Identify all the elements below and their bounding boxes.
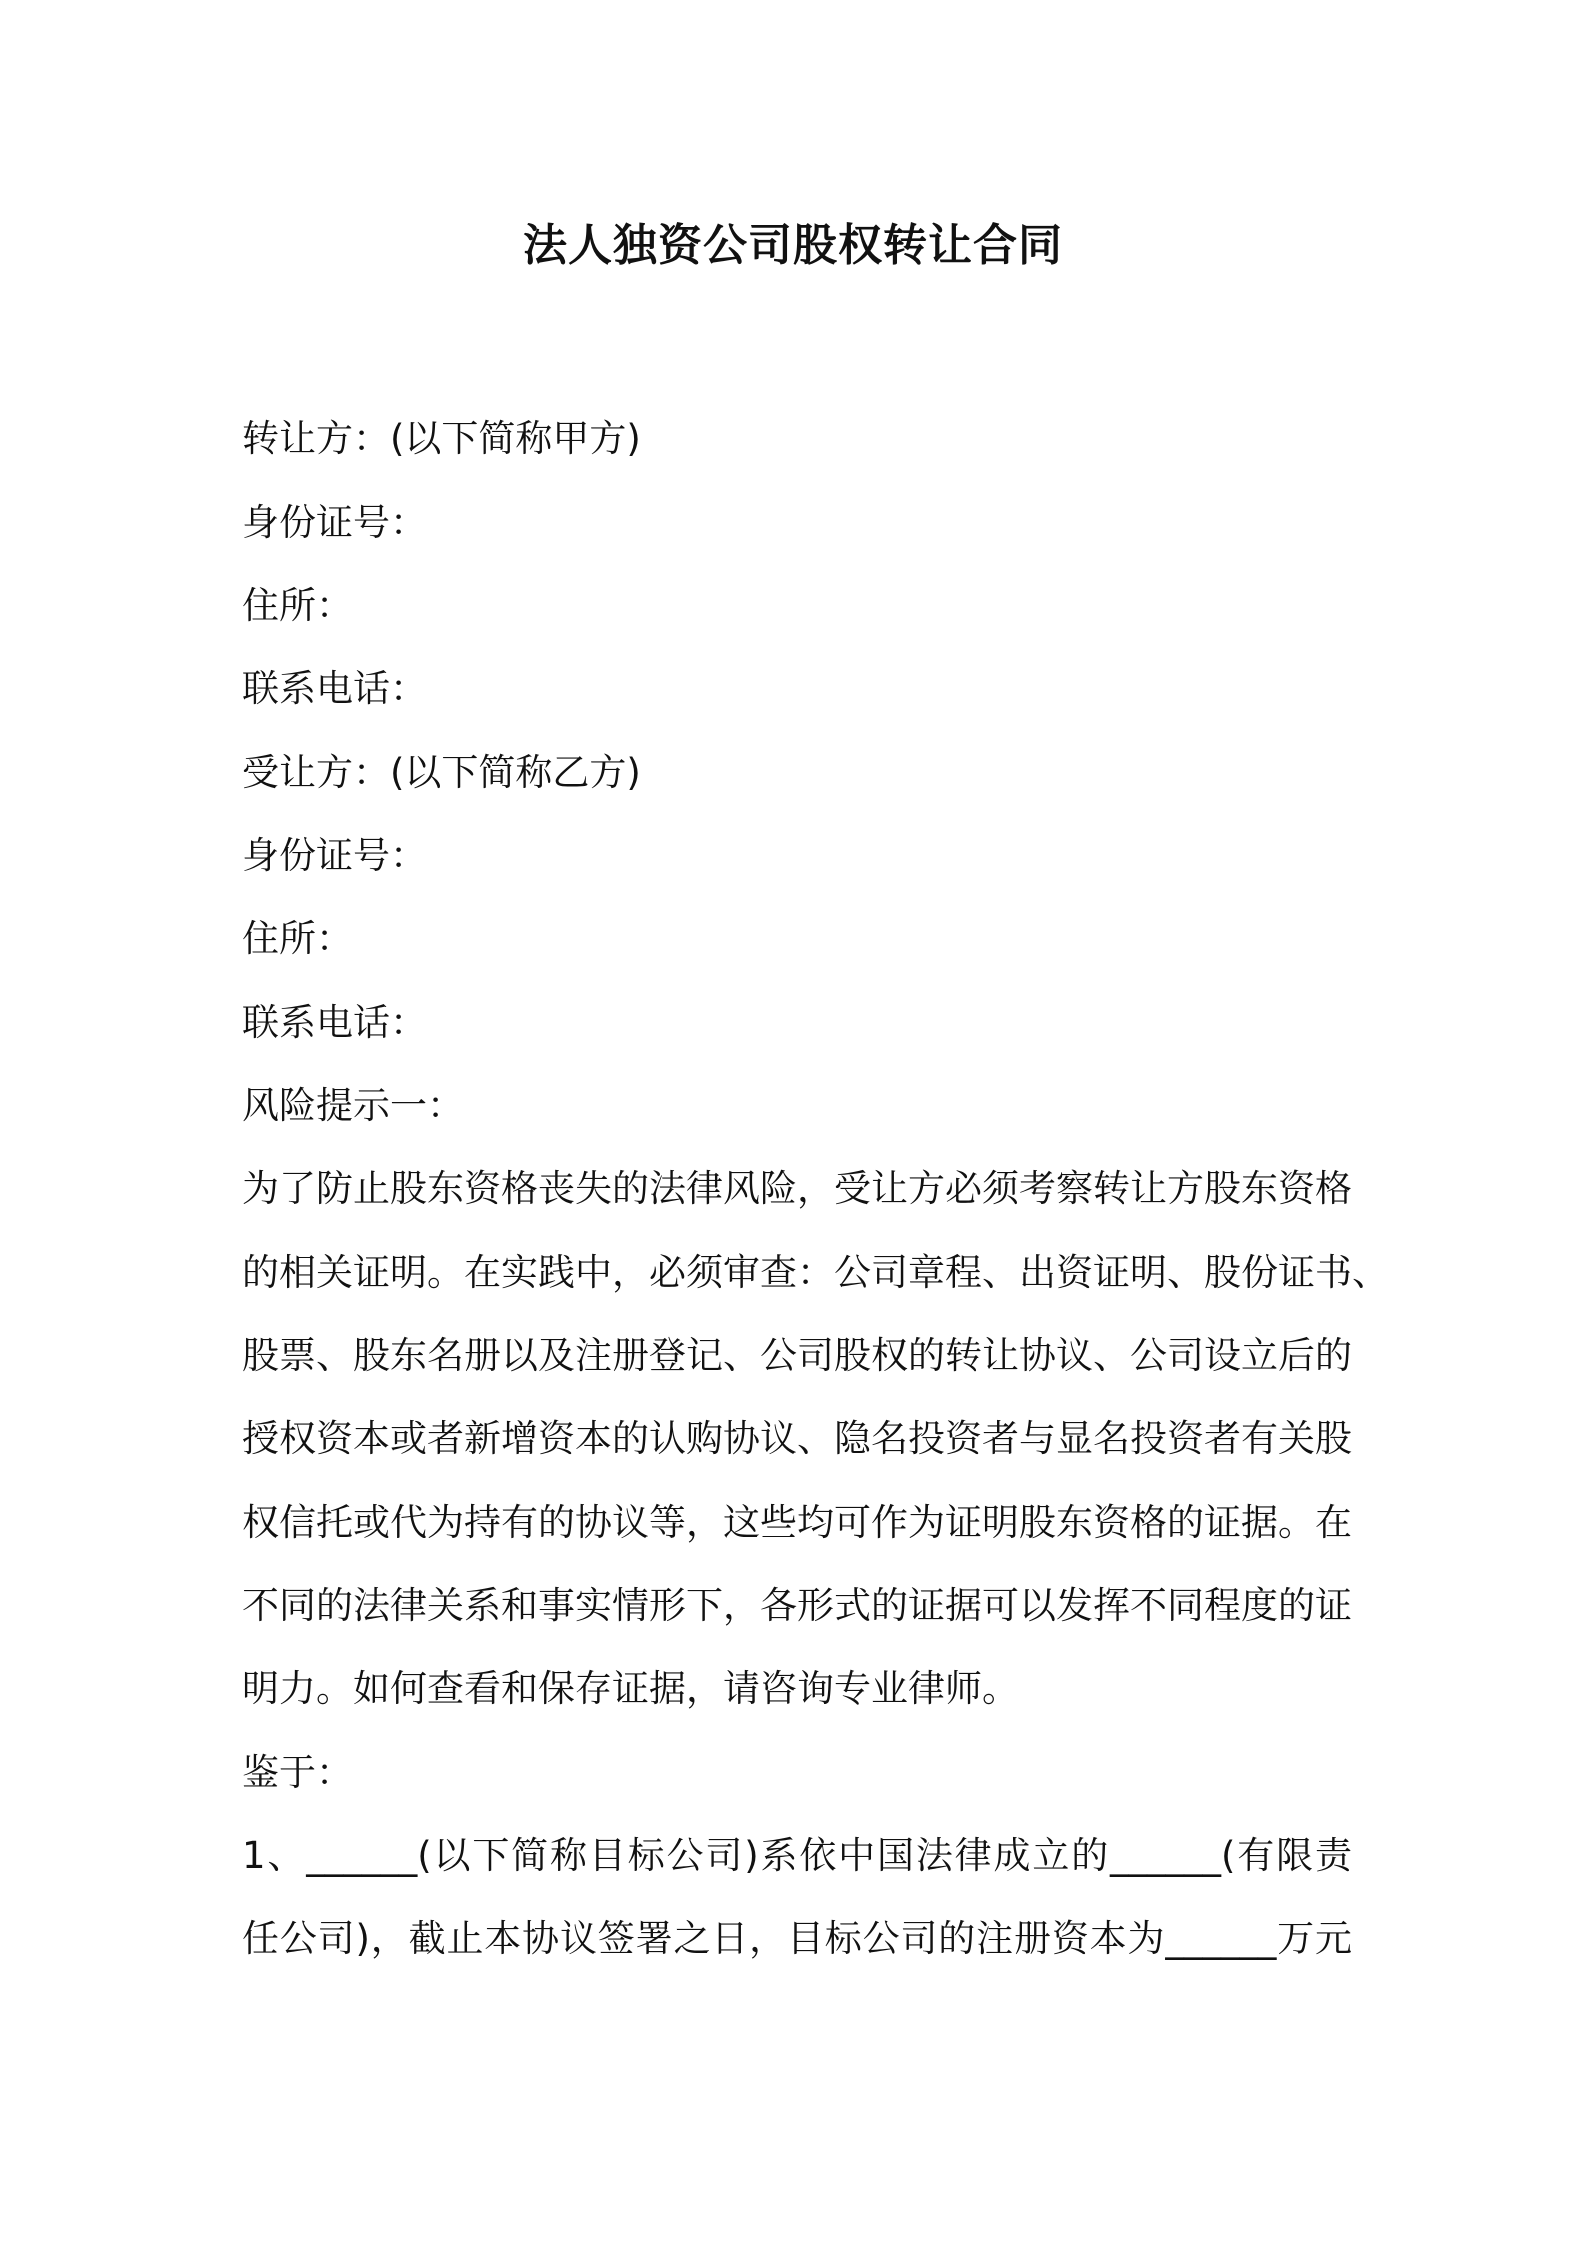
whereas-heading: 鉴于： (242, 1751, 353, 1794)
risk-paragraph-line: 的相关证明。在实践中，必须审查：公司章程、出资证明、股份证书、 (242, 1251, 1389, 1294)
clause-1-line: 任公司)，截止本协议签署之日，目标公司的注册资本为______万元 (242, 1917, 1352, 1960)
document-title: 法人独资公司股权转让合同 (523, 220, 1063, 271)
clause-1-line: 1、______(以下简称目标公司)系依中国法律成立的______(有限责 (242, 1834, 1352, 1877)
risk-paragraph-line: 权信托或代为持有的协议等，这些均可作为证明股东资格的证据。在 (242, 1501, 1352, 1544)
transferor-phone-field: 联系电话： (242, 667, 427, 710)
risk-paragraph-line: 为了防止股东资格丧失的法律风险，受让方必须考察转让方股东资格 (242, 1167, 1352, 1210)
transferee-id-field: 身份证号： (242, 834, 427, 877)
transferor-field: 转让方：(以下简称甲方) (242, 417, 641, 460)
risk-paragraph-line: 明力。如何查看和保存证据，请咨询专业律师。 (242, 1667, 1019, 1710)
risk-paragraph-line: 股票、股东名册以及注册登记、公司股权的转让协议、公司设立后的 (242, 1334, 1352, 1377)
risk-paragraph-line: 不同的法律关系和事实情形下，各形式的证据可以发挥不同程度的证 (242, 1584, 1352, 1627)
risk-paragraph-line: 授权资本或者新增资本的认购协议、隐名投资者与显名投资者有关股 (242, 1417, 1352, 1460)
transferor-id-field: 身份证号： (242, 501, 427, 544)
transferee-phone-field: 联系电话： (242, 1001, 427, 1044)
transferor-address-field: 住所： (242, 584, 353, 627)
transferee-address-field: 住所： (242, 917, 353, 960)
risk-heading: 风险提示一： (242, 1084, 464, 1127)
transferee-field: 受让方：(以下简称乙方) (242, 751, 641, 794)
